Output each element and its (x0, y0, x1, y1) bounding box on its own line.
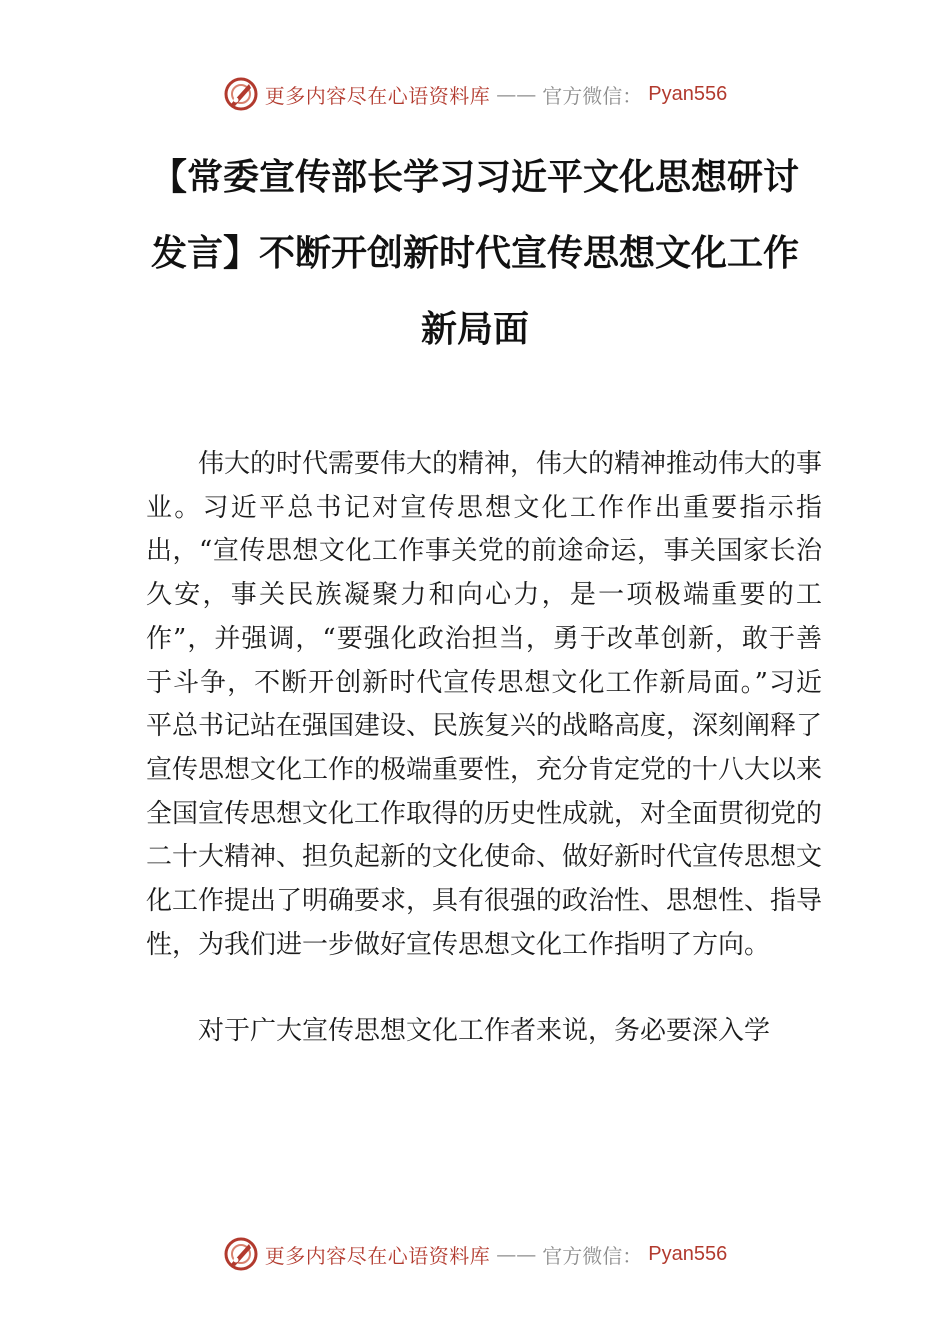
body-paragraph: 对于广大宣传思想文化工作者来说，务必要深入学 (198, 1016, 771, 1047)
banner-separator: —— (496, 82, 537, 106)
banner-slogan: 更多内容尽在心语资料库 (264, 1243, 491, 1268)
banner-contact-label: 官方微信： (542, 1243, 643, 1268)
banner-slogan: 更多内容尽在心语资料库 (264, 83, 491, 108)
body-paragraph: 伟大的时代需要伟大的精神，伟大的精神推动伟大的事业。习近平总书记对宣传思想文化工作作出重要指示指出，“宣传思想文化工作事关党的前途命运，事关国家长治久安，事关民族凝聚力和向心力，是一项极端重要的工作”，并强调，“要强化政治担当，勇于改革创新，敢于善于斗争，不断开创新时代宣传思想文化工作新局面。”习近平总书记站在强国建设、民族复兴的战略高度，深刻阐释了宣传思想文化工作的极端重要性，充分肯定党的十八大以来全国宣传思想文化工作取得的历史性成就，对全面贯彻党的二十大精神、担负起新的文化使命、做好新时代宣传思想文化工作提出了明确要求，具有很强的政治性、思想性、指导性，为我们进一步做好宣传思想文化工作指明了方向。 (146, 449, 823, 960)
footer-banner (0, 1234, 950, 1274)
banner-contact-id: Pyan556 (648, 82, 728, 105)
banner-contact-id: Pyan556 (648, 1242, 728, 1265)
quill-seal-icon (223, 1236, 259, 1272)
header-banner (0, 74, 950, 114)
banner-contact-label: 官方微信： (542, 83, 643, 108)
banner-separator: —— (496, 1242, 537, 1266)
document-body (146, 443, 822, 1097)
document-title: 【常委宣传部长学习习近平文化思想研讨发言】不断开创新时代宣传思想文化工作新局面 (150, 157, 799, 350)
quill-seal-icon (223, 76, 259, 112)
